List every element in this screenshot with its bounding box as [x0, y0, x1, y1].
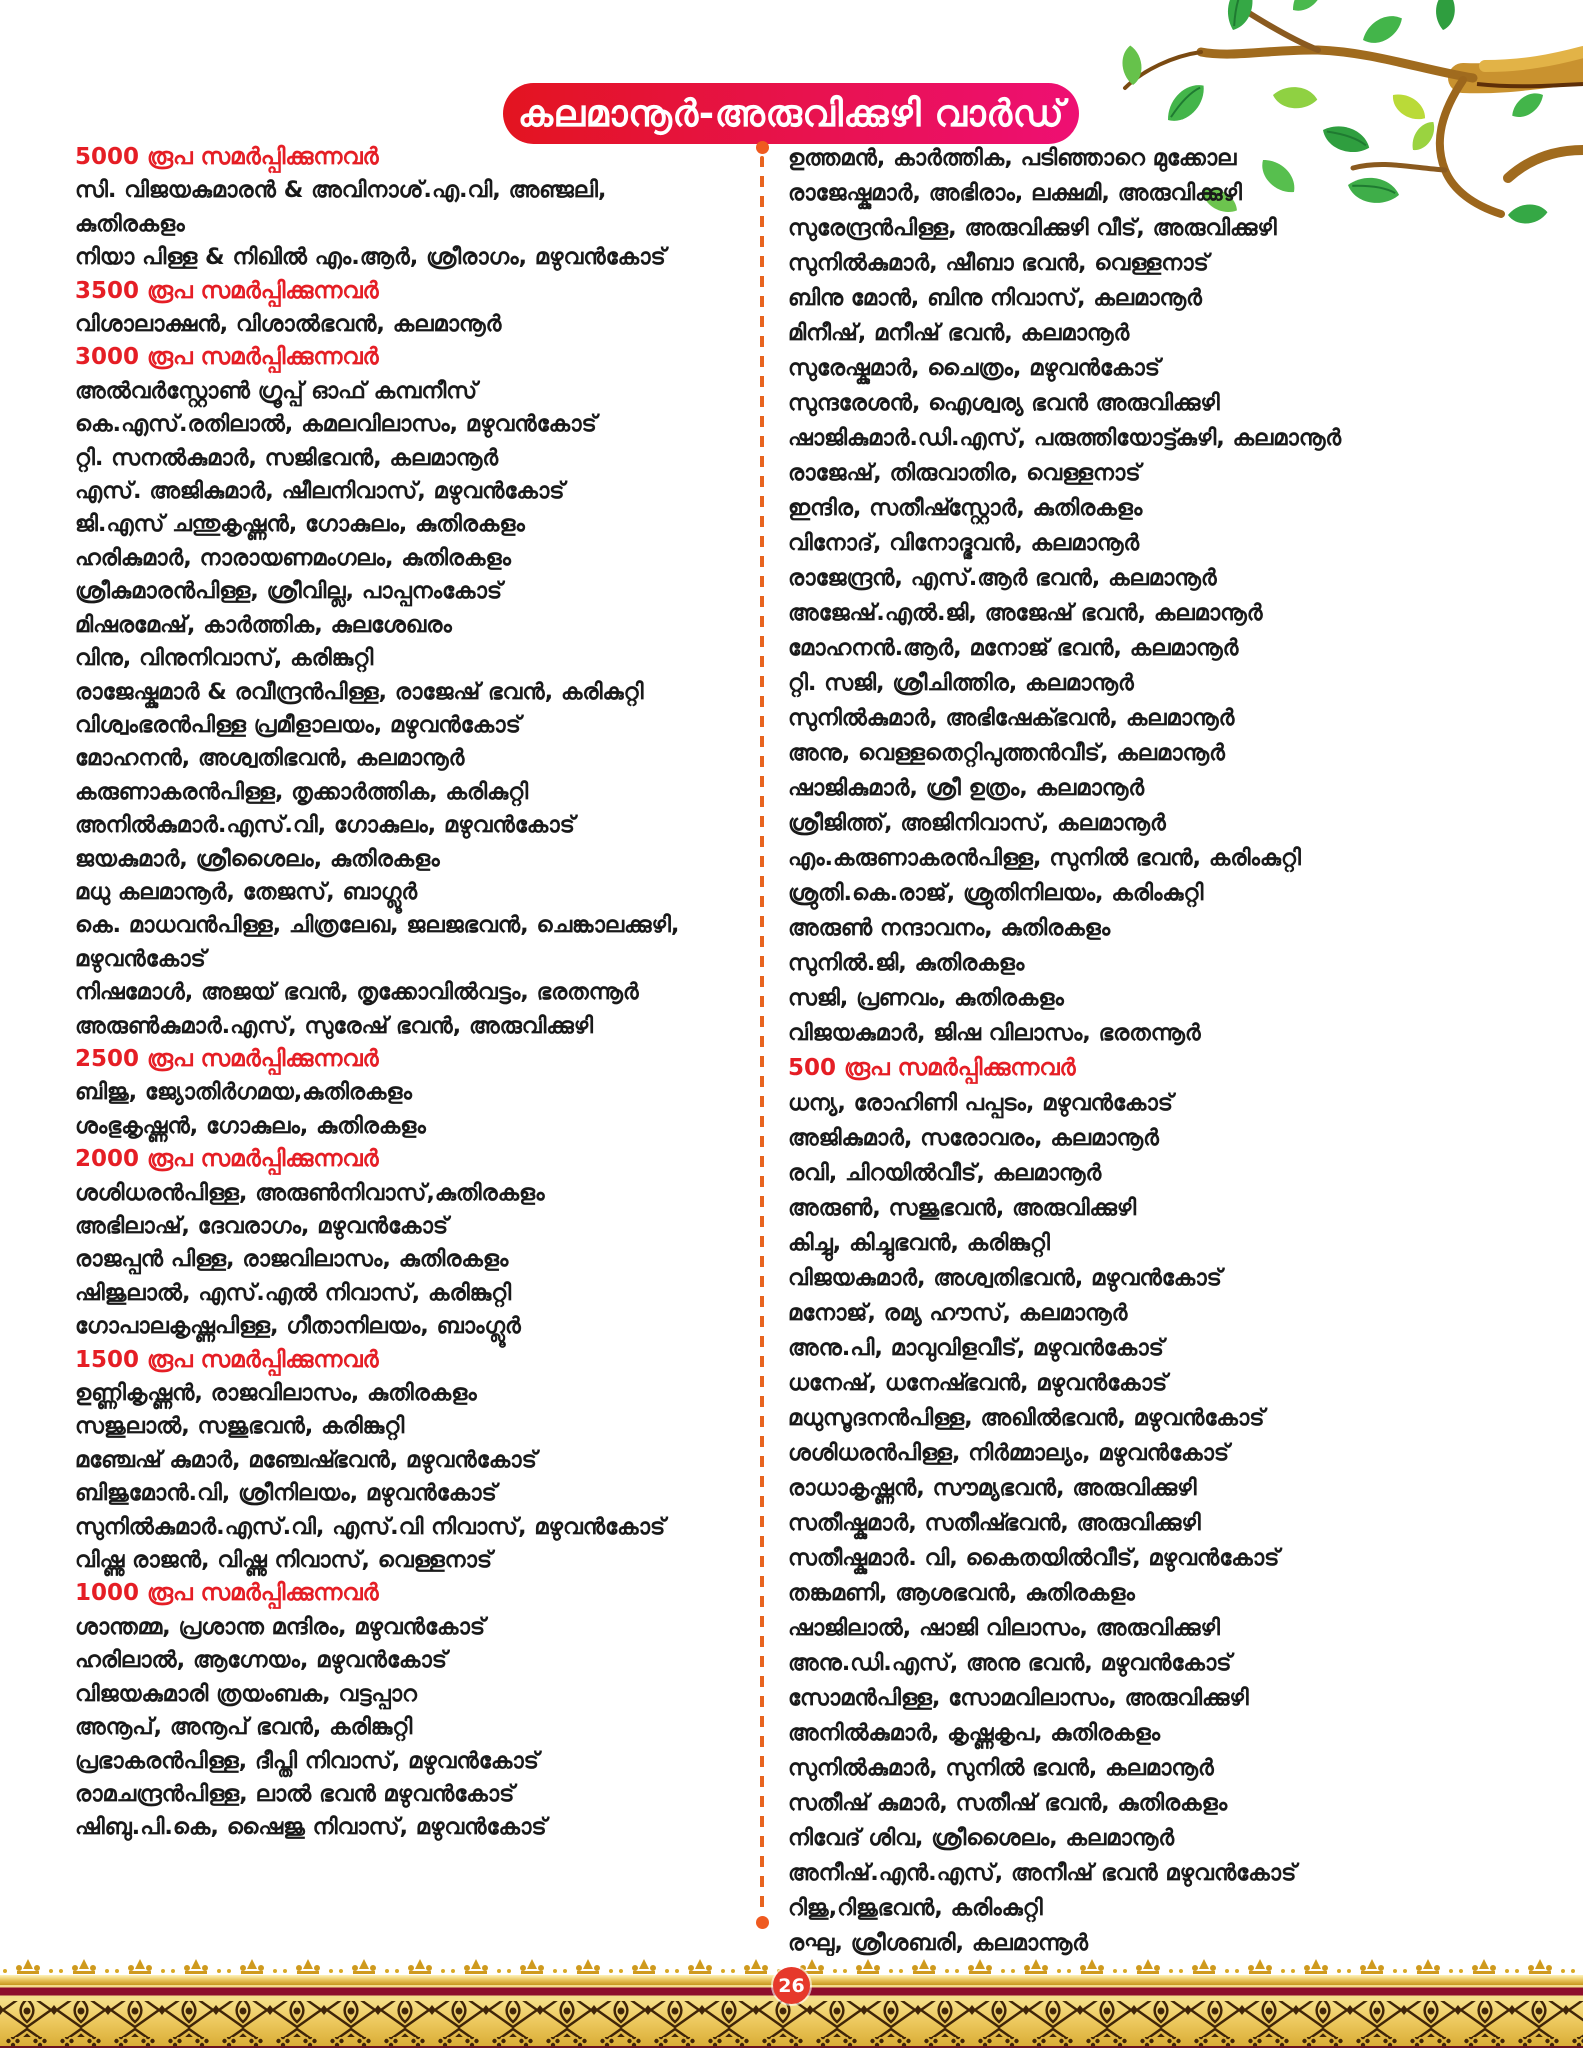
donor-entry: കെ. മാധവൻപിള്ള, ചിത്രലേഖ, ജലജഭവൻ, ചെങ്കാലക്കുഴി, മഴുവൻകോട്: [75, 912, 680, 972]
donor-entry: പ്രഭാകരൻപിള്ള, ദീപ്തി നിവാസ്, മഴുവൻകോട്: [75, 1747, 539, 1774]
donor-entry: മിനീഷ്, മനീഷ് ഭവൻ, കലമാനൂർ: [788, 320, 1130, 346]
donation-amount-header: 2000 രൂപ സമർപ്പിക്കുന്നവർ: [75, 1146, 379, 1173]
donor-entry: അരുൺ, സജുഭവൻ, അരുവിക്കുഴി: [788, 1195, 1137, 1221]
divider-top-dot: [756, 141, 769, 154]
donor-entry: മനോജ്, രമ്യ ഹൗസ്, കലമാനൂർ: [788, 1300, 1128, 1326]
donor-entry: അജേഷ്.എൽ.ജി, അജേഷ് ഭവൻ, കലമാനൂർ: [788, 600, 1263, 626]
page-number-badge: [773, 1967, 810, 2004]
donor-entry: ജയകുമാർ, ശ്രീശൈലം, കുതിരകളം: [75, 845, 440, 872]
donor-entry: സതീഷ്കുമാർ, സതീഷ്ഭവൻ, അരുവിക്കുഴി: [788, 1510, 1201, 1536]
donation-amount-header: 500 രൂപ സമർപ്പിക്കുന്നവർ: [788, 1055, 1076, 1081]
page-title: കലമാനൂർ-അരുവിക്കുഴി വാർഡ്: [517, 91, 1065, 135]
donor-entry: സതീഷ്കുമാർ. വി, കൈതയിൽവീട്, മഴുവൻകോട്: [788, 1545, 1280, 1571]
column-divider: [760, 156, 764, 1912]
donor-entry: മിഷരമേഷ്, കാർത്തിക, കുലശേഖരം: [75, 611, 452, 638]
donor-entry: ഹരിലാൽ, ആഗ്നേയം, മഴുവൻകോട്: [75, 1647, 448, 1674]
donor-entry: അനു.പി, മാവുവിളവീട്, മഴുവൻകോട്: [788, 1335, 1164, 1361]
donor-entry: രാജപ്പൻ പിള്ള, രാജവിലാസം, കുതിരകളം: [75, 1246, 509, 1273]
donor-entry: രവി, ചിറയിൽവീട്, കലമാനൂർ: [788, 1160, 1102, 1186]
donor-entry: ധനേഷ്, ധനേഷ്ഭവൻ, മഴുവൻകോട്: [788, 1370, 1168, 1396]
donor-entry: അരുൺ നന്ദാവനം, കുതിരകളം: [788, 915, 1111, 941]
donor-entry: സുന്ദരേശൻ, ഐശ്വര്യ ഭവൻ അരുവിക്കുഴി: [788, 390, 1220, 416]
donor-entry: റ്റി. സനൽകുമാർ, സജിഭവൻ, കലമാനൂർ: [75, 444, 499, 471]
donor-entry: രാധാകൃഷ്ണൻ, സൗമ്യഭവൻ, അരുവിക്കുഴി: [788, 1475, 1197, 1501]
donor-entry: സുനിൽകുമാർ, അഭിഷേക്ഭവൻ, കലമാനൂർ: [788, 705, 1235, 731]
donor-entry: സജുലാൽ, സജുഭവൻ, കരിങ്കുറ്റി: [75, 1413, 405, 1440]
donor-entry: രഘു, ശ്രീശബരി, കലമാന്നൂർ: [788, 1930, 1089, 1956]
donor-entry: ജി.എസ് ചന്തുകൃഷ്ണൻ, ഗോകുലം, കുതിരകളം: [75, 511, 525, 538]
donor-entry: സതീഷ് കുമാർ, സതീഷ് ഭവൻ, കുതിരകളം: [788, 1790, 1228, 1816]
donor-entry: സജി, പ്രണവം, കുതിരകളം: [788, 985, 1064, 1011]
donor-entry: അൽവർസ്റ്റോൺ ഗ്രൂപ്പ് ഓഫ് കമ്പനീസ്: [75, 377, 478, 404]
donor-entry: അനു, വെള്ളതെറ്റിപുത്തൻവീട്, കലമാനൂർ: [788, 740, 1225, 766]
donor-entry: വിഷ്ണു രാജൻ, വിഷ്ണു നിവാസ്, വെള്ളനാട്: [75, 1547, 493, 1574]
donor-entry: കരുണാകരൻപിള്ള, തൃക്കാർത്തിക, കരികുറ്റി: [75, 778, 529, 805]
donor-entry: വിജയകുമാരി ത്രയംബക, വട്ടപ്പാറ: [75, 1680, 417, 1707]
page-number: 26: [778, 1974, 805, 1997]
donor-entry: ഷാജിലാൽ, ഷാജി വിലാസം, അരുവിക്കുഴി: [788, 1615, 1220, 1641]
donor-entry: അനിൽകുമാർ.എസ്.വി, ഗോകുലം, മഴുവൻകോട്: [75, 812, 575, 839]
donor-entry: എം.കരുണാകരൻപിള്ള, സുനിൽ ഭവൻ, കരിംകുറ്റി: [788, 845, 1301, 871]
donor-entry: റിജു,റിജുഭവൻ, കരിംകുറ്റി: [788, 1895, 1043, 1921]
donor-entry: ശംഭുകൃഷ്ണൻ, ഗോകുലം, കുതിരകളം: [75, 1112, 426, 1139]
donor-entry: അനൂപ്, അനൂപ് ഭവൻ, കരിങ്കുറ്റി: [75, 1714, 413, 1741]
donor-entry: മോഹനൻ.ആർ, മനോജ് ഭവൻ, കലമാനൂർ: [788, 635, 1239, 661]
donor-entry: ഗോപാലകൃഷ്ണപിള്ള, ഗീതാനിലയം, ബാംഗ്ലൂർ: [75, 1313, 521, 1340]
donor-entry: ഉത്തമൻ, കാർത്തിക, പടിഞ്ഞാറെ മുക്കോല: [788, 145, 1237, 171]
donor-entry: രാമചന്ദ്രൻപിള്ള, ലാൽ ഭവൻ മഴുവൻകോട്: [75, 1780, 515, 1807]
donor-entry: മധു കലമാനൂർ, തേജസ്, ബാഗ്ലൂർ: [75, 878, 418, 905]
donor-entry: അനിൽകുമാർ, കൃഷ്ണകൃപ, കുതിരകളം: [788, 1720, 1161, 1746]
donor-entry: നിയാ പിള്ള & നിഖിൽ എം.ആർ, ശ്രീരാഗം, മഴുവൻകോട്: [75, 244, 666, 271]
donor-entry: രാജേന്ദ്രൻ, എസ്.ആർ ഭവൻ, കലമാനൂർ: [788, 565, 1217, 591]
donor-entry: അനു.ഡി.എസ്, അനു ഭവൻ, മഴുവൻകോട്: [788, 1650, 1232, 1676]
donor-entry: ശ്രുതി.കെ.രാജ്, ശ്രുതിനിലയം, കരിംകുറ്റി: [788, 880, 1204, 906]
donor-entry: ഷാജികുമാർ, ശ്രീ ഉത്രം, കലമാനൂർ: [788, 775, 1145, 801]
donor-entry: എസ്. അജികുമാർ, ഷീലനിവാസ്, മഴുവൻകോട്: [75, 478, 565, 505]
donor-entry: രാജേഷ്കുമാർ, അഭിരാം, ലക്ഷമി, അരുവിക്കുഴി: [788, 180, 1242, 206]
donation-amount-header: 3000 രൂപ സമർപ്പിക്കുന്നവർ: [75, 344, 379, 371]
donor-entry: ശശിധരൻപിള്ള, നിർമ്മാല്യം, മഴുവൻകോട്: [788, 1440, 1230, 1466]
donor-entry: ധന്യ, രോഹിണി പപ്പടം, മഴുവൻകോട്: [788, 1090, 1174, 1116]
donor-entry: ശശിധരൻപിള്ള, അരുൺനിവാസ്,കുതിരകളം: [75, 1179, 545, 1206]
donor-entry: ശ്രീജിത്ത്, അജിനിവാസ്, കലമാനൂർ: [788, 810, 1166, 836]
donor-entry: സുനിൽകുമാർ, സുനിൽ ഭവൻ, കലമാനൂർ: [788, 1755, 1214, 1781]
left-column: [75, 141, 723, 1845]
donor-entry: ബിജു, ജ്യോതിർഗമയ,കുതിരകളം: [75, 1079, 412, 1106]
divider-bottom-dot: [756, 1916, 769, 1929]
donor-entry: സുനിൽകുമാർ, ഷീബാ ഭവൻ, വെള്ളനാട്: [788, 250, 1209, 276]
donation-amount-header: 3500 രൂപ സമർപ്പിക്കുന്നവർ: [75, 277, 379, 304]
donor-entry: ഉണ്ണികൃഷ്ണൻ, രാജവിലാസം, കുതിരകളം: [75, 1380, 477, 1407]
donation-amount-header: 2500 രൂപ സമർപ്പിക്കുന്നവർ: [75, 1045, 379, 1072]
donor-entry: ബിജുമോൻ.വി, ശ്രീനിലയം, മഴുവൻകോട്: [75, 1480, 497, 1507]
donor-entry: സുനിൽകുമാർ.എസ്.വി, എസ്.വി നിവാസ്, മഴുവൻകോട്: [75, 1513, 666, 1540]
donor-entry: അജികുമാർ, സരോവരം, കലമാനൂർ: [788, 1125, 1159, 1151]
donor-entry: രാജേഷ്കുമാർ & രവീന്ദ്രൻപിള്ള, രാജേഷ് ഭവൻ, കരികുറ്റി: [75, 678, 644, 705]
donation-amount-header: 5000 രൂപ സമർപ്പിക്കുന്നവർ: [75, 144, 379, 170]
donor-entry: ഇന്ദിര, സതീഷ്സ്റ്റോർ, കുതിരകളം: [788, 495, 1143, 521]
donor-entry: ശ്രീകുമാരൻപിള്ള, ശ്രീവില്ല, പാപ്പനംകോട്: [75, 578, 503, 605]
donor-entry: അനീഷ്.എൻ.എസ്, അനീഷ് ഭവൻ മഴുവൻകോട്: [788, 1860, 1297, 1886]
ward-title-banner: [503, 83, 1079, 144]
donor-entry: തങ്കമണി, ആശഭവൻ, കുതിരകളം: [788, 1580, 1135, 1606]
donor-entry: സുനിൽ.ജി, കുതിരകളം: [788, 950, 1025, 976]
donor-entry: മധുസൂദനൻപിള്ള, അഖിൽഭവൻ, മഴുവൻകോട്: [788, 1405, 1265, 1431]
donor-entry: ഷിബു.പി.കെ, ഷൈജു നിവാസ്, മഴുവൻകോട്: [75, 1814, 547, 1841]
donor-entry: സുരേഷ്കുമാർ, ചൈത്രം, മഴുവൻകോട്: [788, 355, 1161, 381]
donor-entry: അരുൺകുമാർ.എസ്, സുരേഷ് ഭവൻ, അരുവിക്കുഴി: [75, 1012, 594, 1039]
donor-entry: വിനോദ്, വിനോദ്ഭവൻ, കലമാനൂർ: [788, 530, 1140, 556]
donor-entry: കെ.എസ്.രതിലാൽ, കമലവിലാസം, മഴുവൻകോട്: [75, 411, 597, 438]
donor-entry: ശാന്തമ്മ, പ്രശാന്ത മന്ദിരം, മഴുവൻകോട്: [75, 1613, 486, 1640]
donor-entry: മോഹനൻ, അശ്വതിഭവൻ, കലമാനൂർ: [75, 745, 465, 772]
donor-entry: സി. വിജയകുമാരൻ & അവിനാശ്.എ.വി, അഞ്ജലി, കുതിരകളം: [75, 177, 607, 237]
donor-entry: വിനു, വിനുനിവാസ്, കരിങ്കുറ്റി: [75, 645, 374, 672]
donor-entry: ബിനു മോൻ, ബിനു നിവാസ്, കലമാനൂർ: [788, 285, 1202, 311]
right-column: [788, 141, 1488, 1961]
donor-entry: സോമൻപിള്ള, സോമവിലാസം, അരുവിക്കുഴി: [788, 1685, 1249, 1711]
donor-entry: ഷാജികുമാർ.ഡി.എസ്, പരുത്തിയോട്ട്കുഴി, കലമാനൂർ: [788, 425, 1342, 451]
donor-entry: ഹരികുമാർ, നാരായണമംഗലം, കുതിരകളം: [75, 544, 511, 571]
donation-amount-header: 1500 രൂപ സമർപ്പിക്കുന്നവർ: [75, 1346, 379, 1373]
donor-entry: കിച്ചു, കിച്ചുഭവൻ, കരിങ്കുറ്റി: [788, 1230, 1050, 1256]
donation-amount-header: 1000 രൂപ സമർപ്പിക്കുന്നവർ: [75, 1580, 379, 1607]
donor-entry: മഞ്ചേഷ് കുമാർ, മഞ്ചേഷ്ഭവൻ, മഴുവൻകോട്: [75, 1446, 537, 1473]
donor-entry: വിജയകുമാർ, അശ്വതിഭവൻ, മഴുവൻകോട്: [788, 1265, 1222, 1291]
donor-entry: നിവേദ് ശിവ, ശ്രീശൈലം, കലമാനൂർ: [788, 1825, 1175, 1851]
donor-entry: വിജയകുമാർ, ജിഷ വിലാസം, ഭരതന്നൂർ: [788, 1020, 1201, 1046]
donor-entry: റ്റി. സജി, ശ്രീചിത്തിര, കലമാനൂർ: [788, 670, 1134, 696]
donor-entry: രാജേഷ്, തിരുവാതിര, വെള്ളനാട്: [788, 460, 1141, 486]
donor-entry: ഷിജുലാൽ, എസ്.എൽ നിവാസ്, കരിങ്കുറ്റി: [75, 1279, 512, 1306]
donor-entry: വിശ്വംഭരൻപിള്ള പ്രമീളാലയം, മഴുവൻകോട്: [75, 711, 521, 738]
donor-entry: നിഷമോൾ, അജയ് ഭവൻ, തൃക്കോവിൽവട്ടം, ഭരതന്നൂർ: [75, 979, 639, 1006]
donor-entry: സുരേന്ദ്രൻപിള്ള, അരുവിക്കുഴി വീട്, അരുവിക്കുഴി: [788, 215, 1277, 241]
donor-entry: വിശാലാക്ഷൻ, വിശാൽഭവൻ, കലമാനൂർ: [75, 311, 502, 338]
donor-entry: അഭിലാഷ്, ദേവരാഗം, മഴുവൻകോട്: [75, 1213, 449, 1239]
